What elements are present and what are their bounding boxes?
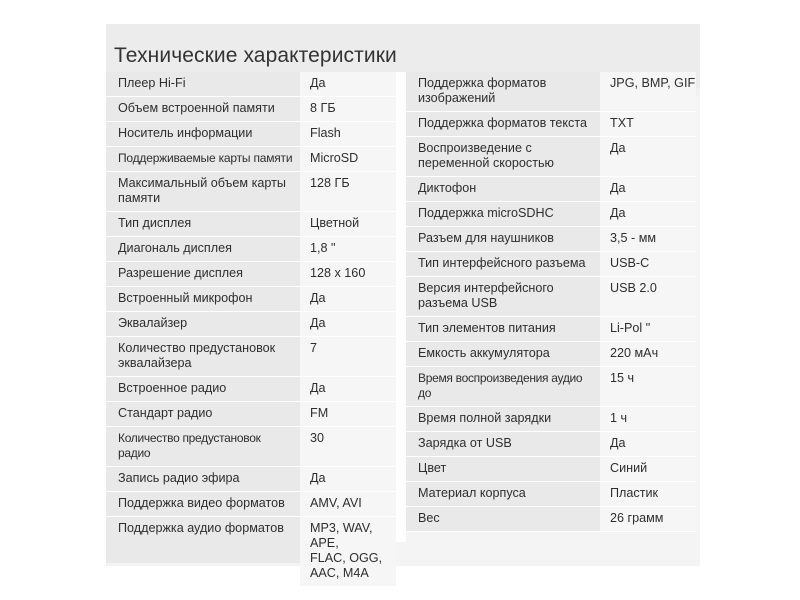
spec-value: USB-C <box>600 252 696 276</box>
spec-row <box>406 317 696 342</box>
spec-key: Объем встроенной памяти <box>106 97 300 121</box>
spec-value: Синий <box>600 457 696 481</box>
spec-value: AMV, AVI <box>300 492 396 516</box>
spec-key: Поддержка видео форматов <box>106 492 300 516</box>
spec-key: Поддержка аудио форматов <box>106 517 300 563</box>
spec-row <box>406 72 696 112</box>
spec-key: Материал корпуса <box>406 482 600 506</box>
spec-row <box>406 457 696 482</box>
spec-value: 128 x 160 <box>300 262 396 286</box>
spec-key: Тип элементов питания <box>406 317 600 341</box>
spec-row <box>406 137 696 177</box>
spec-key: Разъем для наушников <box>406 227 600 251</box>
spec-key: Емкость аккумулятора <box>406 342 600 366</box>
spec-row <box>406 507 696 532</box>
spec-value: Да <box>300 287 396 311</box>
spec-key: Диагональ дисплея <box>106 237 300 261</box>
spec-row <box>106 467 396 492</box>
spec-key: Воспроизведение с переменной скоростью <box>406 137 600 176</box>
spec-row <box>106 237 396 262</box>
spec-key: Встроенное радио <box>106 377 300 401</box>
spec-value: 1,8 " <box>300 237 396 261</box>
spec-key: Стандарт радио <box>106 402 300 426</box>
spec-key: Поддержка форматов изображений <box>406 72 600 111</box>
spec-value: FM <box>300 402 396 426</box>
spec-row <box>106 427 396 467</box>
spec-key: Поддержка microSDHC <box>406 202 600 226</box>
spec-row <box>106 97 396 122</box>
page-title: Технические характеристики <box>114 44 397 67</box>
spec-key: Тип дисплея <box>106 212 300 236</box>
spec-value: 220 мАч <box>600 342 696 366</box>
spec-value: 26 грамм <box>600 507 696 531</box>
spec-row <box>106 337 396 377</box>
spec-value: 3,5 - мм <box>600 227 696 251</box>
spec-row <box>106 212 396 237</box>
spec-value: Да <box>600 137 696 176</box>
spec-row <box>106 147 396 172</box>
spec-value: JPG, BMP, GIF <box>600 72 696 111</box>
spec-key: Плеер Hi-Fi <box>106 72 300 96</box>
spec-key: Встроенный микрофон <box>106 287 300 311</box>
spec-row <box>406 432 696 457</box>
spec-row <box>106 377 396 402</box>
spec-row <box>106 287 396 312</box>
spec-value: 15 ч <box>600 367 696 406</box>
spec-key: Количество предустановок радио <box>106 427 300 466</box>
spec-key: Время полной зарядки <box>406 407 600 431</box>
spec-row <box>406 277 696 317</box>
spec-key: Время воспроизведения аудио до <box>406 367 600 406</box>
spec-value: 128 ГБ <box>300 172 396 211</box>
spec-value: TXT <box>600 112 696 136</box>
spec-key: Эквалайзер <box>106 312 300 336</box>
specs-table-left <box>106 72 396 587</box>
spec-value: Да <box>600 177 696 201</box>
spec-row <box>406 252 696 277</box>
spec-key: Разрешение дисплея <box>106 262 300 286</box>
spec-row <box>106 72 396 97</box>
spec-value: 30 <box>300 427 396 466</box>
spec-value: Да <box>300 312 396 336</box>
spec-key: Диктофон <box>406 177 600 201</box>
spec-value: MP3, WAV, APE, FLAC, OGG, AAC, M4A <box>300 517 396 586</box>
spec-value: Пластик <box>600 482 696 506</box>
spec-key: Запись радио эфира <box>106 467 300 491</box>
spec-row <box>106 122 396 147</box>
spec-value: 7 <box>300 337 396 376</box>
spec-value: Да <box>600 432 696 456</box>
spec-key: Зарядка от USB <box>406 432 600 456</box>
spec-row <box>406 177 696 202</box>
spec-key: Поддержка форматов текста <box>406 112 600 136</box>
spec-row <box>406 342 696 367</box>
spec-value: Да <box>300 72 396 96</box>
spec-value: 8 ГБ <box>300 97 396 121</box>
specs-table-right <box>406 72 696 532</box>
spec-value: Цветной <box>300 212 396 236</box>
spec-key: Носитель информации <box>106 122 300 146</box>
spec-value: Flash <box>300 122 396 146</box>
spec-value: Да <box>600 202 696 226</box>
spec-value: MicroSD <box>300 147 396 171</box>
spec-row <box>106 172 396 212</box>
spec-key: Цвет <box>406 457 600 481</box>
spec-row <box>406 202 696 227</box>
spec-key: Поддерживаемые карты памяти <box>106 147 300 171</box>
spec-key: Версия интерфейсного разъема USB <box>406 277 600 316</box>
spec-row <box>406 482 696 507</box>
spec-row <box>406 407 696 432</box>
column-gap <box>396 72 406 542</box>
spec-row <box>106 402 396 427</box>
spec-value: Li-Pol " <box>600 317 696 341</box>
spec-key: Количество предустановок эквалайзера <box>106 337 300 376</box>
spec-row <box>406 227 696 252</box>
spec-row <box>106 262 396 287</box>
spec-row <box>106 517 396 587</box>
spec-value: USB 2.0 <box>600 277 696 316</box>
spec-row <box>406 367 696 407</box>
spec-row <box>106 492 396 517</box>
spec-key: Тип интерфейсного разъема <box>406 252 600 276</box>
spec-value: Да <box>300 467 396 491</box>
spec-key: Максимальный объем карты памяти <box>106 172 300 211</box>
spec-key: Вес <box>406 507 600 531</box>
spec-value: Да <box>300 377 396 401</box>
spec-row <box>106 312 396 337</box>
spec-row <box>406 112 696 137</box>
spec-value: 1 ч <box>600 407 696 431</box>
